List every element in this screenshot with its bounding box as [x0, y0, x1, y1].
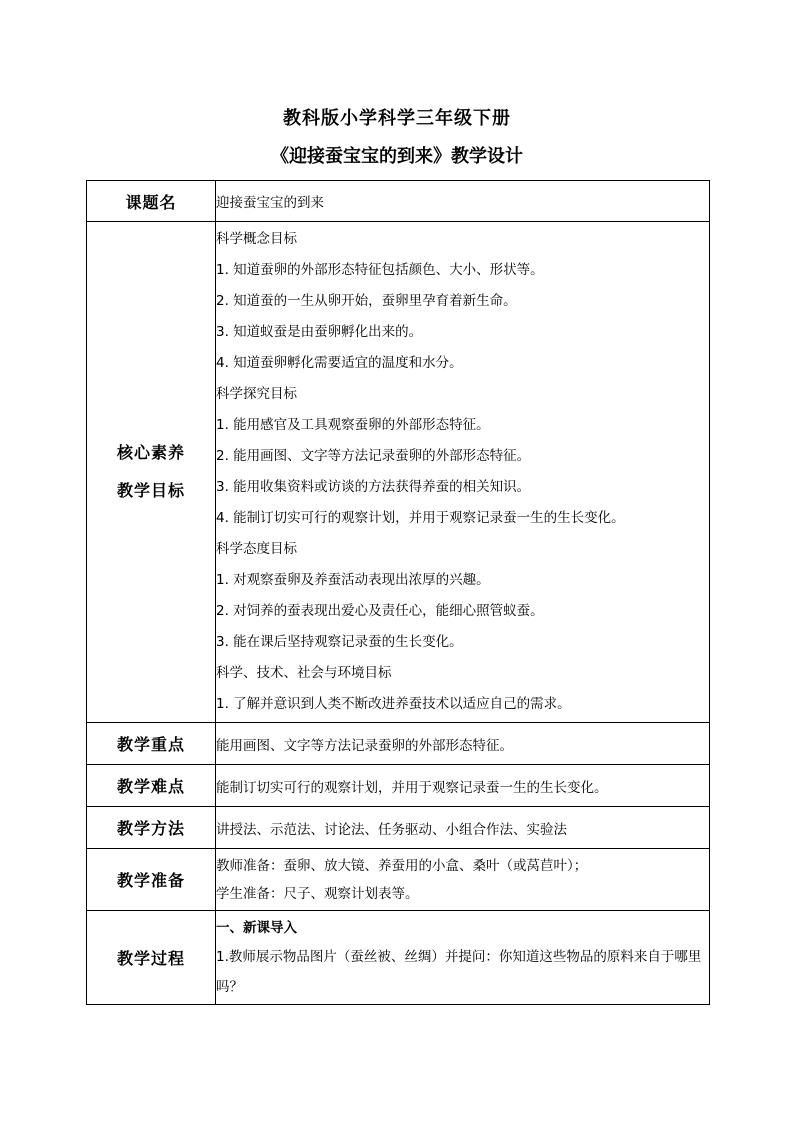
topic-value: 迎接蚕宝宝的到来: [216, 181, 710, 222]
goals-line: 1. 了解并意识到人类不断改进养蚕技术以适应自己的需求。: [216, 696, 571, 712]
table-row-method: [87, 807, 710, 849]
goals-line: 4. 能制订切实可行的观察计划，并用于观察记录蚕一生的生长变化。: [216, 510, 625, 526]
goals-line: 1. 对观察蚕卵及养蚕活动表现出浓厚的兴趣。: [216, 572, 490, 588]
goals-line: 1. 能用感官及工具观察蚕卵的外部形态特征。: [216, 417, 490, 433]
goals-line: 1. 知道蚕卵的外部形态特征包括颜色、大小、形状等。: [216, 262, 544, 278]
preparation-student: 学生准备：尺子、观察计划表等。: [216, 885, 419, 902]
table-row-preparation: [87, 849, 710, 911]
process-text: 1.教师展示物品图片（蚕丝被、丝绸）并提问：你知道这些物品的原料来自于哪里吗？: [216, 949, 702, 995]
goals-line: 科学概念目标: [216, 231, 297, 247]
lesson-plan-table: [86, 180, 710, 1005]
table-row-topic: [87, 181, 710, 222]
method-label: 教学方法: [87, 807, 216, 849]
goals-line: 2. 对饲养的蚕表现出爱心及责任心，能细心照管蚁蚕。: [216, 603, 544, 619]
goals-label-line1: 核心素养: [116, 443, 185, 462]
preparation-teacher: 教师准备：蚕卵、放大镜、养蚕用的小盒、桑叶（或莴苣叶）；: [216, 857, 588, 874]
document-title: 教科版小学科学三年级下册: [283, 108, 511, 129]
table-row-key-point: [87, 723, 710, 765]
goals-line: 4. 知道蚕卵孵化需要适宜的温度和水分。: [216, 355, 463, 371]
goals-line: 2. 知道蚕的一生从卵开始，蚕卵里孕育着新生命。: [216, 293, 517, 309]
method-value: 讲授法、示范法、讨论法、任务驱动、小组合作法、实验法: [216, 807, 710, 849]
goals-line: 科学态度目标: [216, 541, 297, 557]
table-row-goals: [87, 222, 710, 723]
document-subtitle: 《迎接蚕宝宝的到来》教学设计: [271, 146, 523, 167]
topic-label: 课题名: [87, 181, 216, 222]
process-section-title: 一、新课导入: [216, 920, 297, 936]
process-label: 教学过程: [87, 911, 216, 1005]
key-point-label: 教学重点: [87, 723, 216, 765]
goals-line: 科学、技术、社会与环境目标: [216, 665, 392, 681]
goals-label-line2: 教学目标: [116, 481, 185, 500]
goals-line: 3. 知道蚁蚕是由蚕卵孵化出来的。: [216, 324, 423, 340]
difficulty-value: 能制订切实可行的观察计划，并用于观察记录蚕一生的生长变化。: [216, 765, 710, 807]
goals-line: 3. 能用收集资料或访谈的方法获得养蚕的相关知识。: [216, 479, 531, 495]
goals-line: 3. 能在课后坚持观察记录蚕的生长变化。: [216, 634, 463, 650]
goals-content: [216, 222, 710, 723]
goals-line: 2. 能用画图、文字等方法记录蚕卵的外部形态特征。: [216, 448, 531, 464]
table-row-process: [87, 911, 710, 1005]
goals-line: 科学探究目标: [216, 386, 297, 402]
difficulty-label: 教学难点: [87, 765, 216, 807]
preparation-content: [216, 849, 710, 911]
preparation-label: 教学准备: [87, 849, 216, 911]
goals-label: [87, 222, 216, 723]
key-point-value: 能用画图、文字等方法记录蚕卵的外部形态特征。: [216, 723, 710, 765]
table-row-difficulty: [87, 765, 710, 807]
process-content: [216, 911, 710, 1005]
